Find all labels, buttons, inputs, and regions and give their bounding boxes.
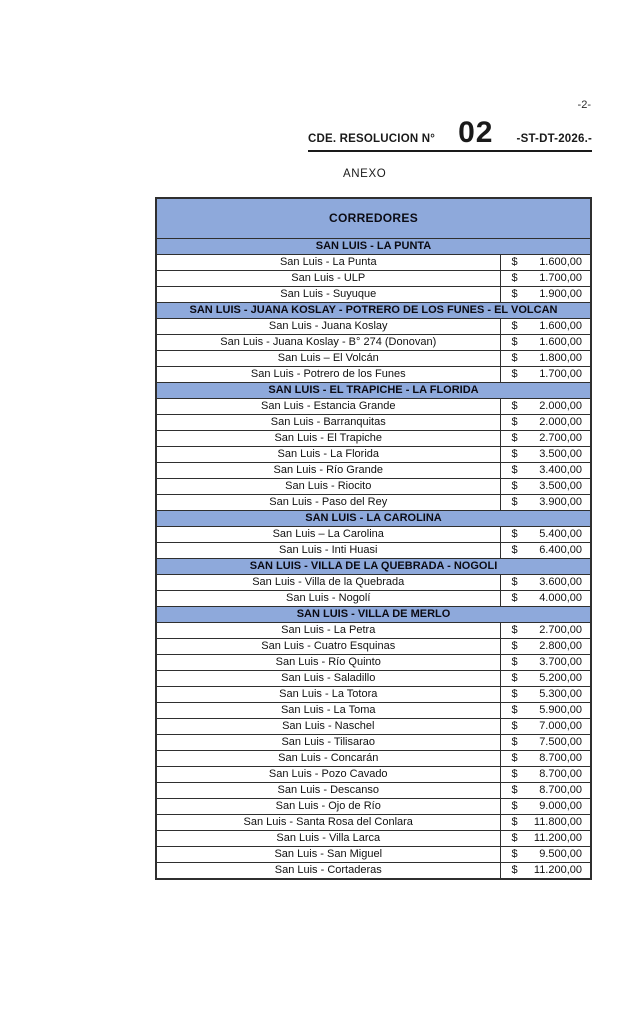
route-name: San Luis - Barranquitas [156,414,500,430]
fare-amount: 1.700,00 [539,271,583,284]
fare-wrap [501,831,591,846]
fare-amount: 1.600,00 [539,255,583,268]
fare-amount: 2.800,00 [539,639,583,652]
fare-cell [500,830,591,846]
fare-cell [500,782,591,798]
route-name: San Luis - La Totora [156,686,500,702]
fare-wrap [501,735,591,750]
table-row [156,622,591,638]
table-row [156,590,591,606]
route-name: San Luis - Pozo Cavado [156,766,500,782]
fare-wrap [501,655,591,670]
fare-cell [500,462,591,478]
route-name: San Luis - Saladillo [156,670,500,686]
resolution-suffix: -ST-DT-2026.- [516,133,592,145]
route-name: San Luis - Paso del Rey [156,494,500,510]
fare-cell [500,862,591,879]
currency-symbol: $ [511,655,518,668]
section-header-row [156,238,591,254]
fare-wrap [501,671,591,686]
fare-cell [500,286,591,302]
currency-symbol: $ [511,415,518,428]
table-row [156,798,591,814]
currency-symbol: $ [511,623,518,636]
fare-amount: 2.000,00 [539,415,583,428]
table-row [156,254,591,270]
route-name: San Luis - Río Quinto [156,654,500,670]
fare-wrap [501,719,591,734]
fare-wrap [501,527,591,542]
currency-symbol: $ [511,831,518,844]
table-row [156,462,591,478]
section-header-row [156,382,591,398]
currency-symbol: $ [511,351,518,364]
currency-symbol: $ [511,575,518,588]
annex-label: ANEXO [343,168,387,180]
table-title: CORREDORES [156,198,591,238]
table-row [156,686,591,702]
route-name: San Luis - Estancia Grande [156,398,500,414]
fare-cell [500,574,591,590]
fare-amount: 5.200,00 [539,671,583,684]
fare-cell [500,478,591,494]
route-name: San Luis - Villa de la Quebrada [156,574,500,590]
fare-cell [500,590,591,606]
table-row [156,718,591,734]
fare-cell [500,638,591,654]
fare-amount: 11.200,00 [533,831,583,844]
table-row [156,318,591,334]
currency-symbol: $ [511,591,518,604]
currency-symbol: $ [511,447,518,460]
fare-amount: 5.900,00 [539,703,583,716]
table-row [156,766,591,782]
currency-symbol: $ [511,271,518,284]
fare-cell [500,654,591,670]
fare-cell [500,366,591,382]
route-name: San Luis - Suyuque [156,286,500,302]
fare-wrap [501,847,591,862]
fare-cell [500,254,591,270]
currency-symbol: $ [511,639,518,652]
fares-table [155,197,592,880]
table-row [156,430,591,446]
route-name: San Luis - Concarán [156,750,500,766]
route-name: San Luis - Nogolí [156,590,500,606]
route-name: San Luis - Villa Larca [156,830,500,846]
fare-amount: 7.000,00 [539,719,583,732]
fares-table-body [156,238,591,879]
fare-wrap [501,623,591,638]
currency-symbol: $ [511,479,518,492]
section-header: SAN LUIS - EL TRAPICHE - LA FLORIDA [156,382,591,398]
fare-cell [500,718,591,734]
currency-symbol: $ [511,463,518,476]
fare-wrap [501,703,591,718]
fare-amount: 8.700,00 [539,751,583,764]
route-name: San Luis - ULP [156,270,500,286]
route-name: San Luis - San Miguel [156,846,500,862]
fare-amount: 1.700,00 [539,367,583,380]
currency-symbol: $ [511,287,518,300]
fare-amount: 8.700,00 [539,767,583,780]
fare-cell [500,702,591,718]
fare-cell [500,766,591,782]
table-row [156,494,591,510]
fare-amount: 1.600,00 [539,335,583,348]
section-header: SAN LUIS - VILLA DE LA QUEBRADA - NOGOLI [156,558,591,574]
route-name: San Luis - Cuatro Esquinas [156,638,500,654]
table-row [156,542,591,558]
fare-wrap [501,335,591,350]
route-name: San Luis - Juana Koslay [156,318,500,334]
fare-amount: 1.800,00 [539,351,583,364]
route-name: San Luis - La Florida [156,446,500,462]
table-row [156,702,591,718]
fare-cell [500,430,591,446]
section-header-row [156,606,591,622]
fare-cell [500,622,591,638]
section-header: SAN LUIS - JUANA KOSLAY - POTRERO DE LOS FUNES - EL VOLCAN [156,302,591,318]
fare-wrap [501,767,591,782]
fare-wrap [501,351,591,366]
fare-wrap [501,399,591,414]
table-row [156,638,591,654]
currency-symbol: $ [511,847,518,860]
table-row [156,350,591,366]
fare-amount: 4.000,00 [539,591,583,604]
fare-wrap [501,479,591,494]
currency-symbol: $ [511,783,518,796]
fare-cell [500,526,591,542]
fare-wrap [501,367,591,382]
fare-wrap [501,431,591,446]
currency-symbol: $ [511,687,518,700]
route-name: San Luis - Riocito [156,478,500,494]
currency-symbol: $ [511,319,518,332]
table-row [156,478,591,494]
table-row [156,814,591,830]
route-name: San Luis - La Toma [156,702,500,718]
currency-symbol: $ [511,815,518,828]
route-name: San Luis - Tilisarao [156,734,500,750]
currency-symbol: $ [511,495,518,508]
fare-amount: 9.500,00 [539,847,583,860]
fare-cell [500,414,591,430]
currency-symbol: $ [511,543,518,556]
fare-amount: 5.300,00 [539,687,583,700]
fare-wrap [501,783,591,798]
fare-cell [500,446,591,462]
currency-symbol: $ [511,799,518,812]
fare-amount: 9.000,00 [539,799,583,812]
fare-amount: 3.500,00 [539,479,583,492]
route-name: San Luis - Río Grande [156,462,500,478]
resolution-number: 02 [458,116,494,149]
fare-wrap [501,447,591,462]
fare-cell [500,846,591,862]
fare-wrap [501,639,591,654]
table-title-row [156,198,591,238]
route-name: San Luis - Descanso [156,782,500,798]
fare-wrap [501,287,591,302]
table-row [156,366,591,382]
table-row [156,286,591,302]
fare-cell [500,686,591,702]
fare-cell [500,350,591,366]
fare-cell [500,334,591,350]
currency-symbol: $ [511,767,518,780]
table-row [156,782,591,798]
currency-symbol: $ [511,735,518,748]
fare-cell [500,318,591,334]
page-number: -2- [577,99,591,111]
section-header: SAN LUIS - LA PUNTA [156,238,591,254]
fare-cell [500,814,591,830]
fare-amount: 8.700,00 [539,783,583,796]
table-row [156,398,591,414]
fare-wrap [501,319,591,334]
fare-amount: 2.000,00 [539,399,583,412]
currency-symbol: $ [511,527,518,540]
route-name: San Luis - Juana Koslay - B° 274 (Donovan) [156,334,500,350]
fare-wrap [501,271,591,286]
fare-amount: 1.900,00 [539,287,583,300]
fare-wrap [501,495,591,510]
route-name: San Luis - Santa Rosa del Conlara [156,814,500,830]
table-row [156,414,591,430]
fare-amount: 6.400,00 [539,543,583,556]
currency-symbol: $ [511,751,518,764]
route-name: San Luis – El Volcán [156,350,500,366]
resolution-line [308,118,592,152]
fare-amount: 3.400,00 [539,463,583,476]
fare-cell [500,734,591,750]
section-header-row [156,558,591,574]
table-row [156,574,591,590]
fare-cell [500,494,591,510]
table-row [156,334,591,350]
fare-cell [500,542,591,558]
fare-wrap [501,463,591,478]
route-name: San Luis - La Petra [156,622,500,638]
fare-wrap [501,543,591,558]
fare-cell [500,270,591,286]
currency-symbol: $ [511,399,518,412]
fare-amount: 11.200,00 [533,863,583,876]
fare-amount: 3.700,00 [539,655,583,668]
table-row [156,654,591,670]
route-name: San Luis - Ojo de Río [156,798,500,814]
fare-cell [500,670,591,686]
table-row [156,830,591,846]
fare-cell [500,750,591,766]
fare-amount: 3.600,00 [539,575,583,588]
currency-symbol: $ [511,431,518,444]
fare-wrap [501,799,591,814]
fare-amount: 1.600,00 [539,319,583,332]
fare-wrap [501,687,591,702]
currency-symbol: $ [511,671,518,684]
table-row [156,670,591,686]
currency-symbol: $ [511,863,518,876]
currency-symbol: $ [511,255,518,268]
fare-cell [500,798,591,814]
currency-symbol: $ [511,703,518,716]
fare-wrap [501,751,591,766]
table-row [156,734,591,750]
currency-symbol: $ [511,719,518,732]
route-name: San Luis - La Punta [156,254,500,270]
table-row [156,446,591,462]
fare-wrap [501,863,591,878]
table-row [156,846,591,862]
fare-wrap [501,591,591,606]
table-row [156,750,591,766]
fare-amount: 2.700,00 [539,623,583,636]
table-row [156,526,591,542]
fare-wrap [501,255,591,270]
table-row [156,270,591,286]
route-name: San Luis - El Trapiche [156,430,500,446]
fare-wrap [501,815,591,830]
resolution-prefix: CDE. RESOLUCION N° [308,133,436,145]
currency-symbol: $ [511,335,518,348]
table-row [156,862,591,879]
route-name: San Luis – La Carolina [156,526,500,542]
route-name: San Luis - Naschel [156,718,500,734]
fare-wrap [501,415,591,430]
fare-cell [500,398,591,414]
route-name: San Luis - Cortaderas [156,862,500,879]
fare-amount: 3.500,00 [539,447,583,460]
section-header: SAN LUIS - VILLA DE MERLO [156,606,591,622]
route-name: San Luis - Potrero de los Funes [156,366,500,382]
section-header: SAN LUIS - LA CAROLINA [156,510,591,526]
fare-amount: 7.500,00 [539,735,583,748]
fare-wrap [501,575,591,590]
currency-symbol: $ [511,367,518,380]
fare-amount: 11.800,00 [533,815,583,828]
fare-amount: 2.700,00 [539,431,583,444]
fare-amount: 3.900,00 [539,495,583,508]
section-header-row [156,302,591,318]
route-name: San Luis - Inti Huasi [156,542,500,558]
fare-amount: 5.400,00 [539,527,583,540]
section-header-row [156,510,591,526]
